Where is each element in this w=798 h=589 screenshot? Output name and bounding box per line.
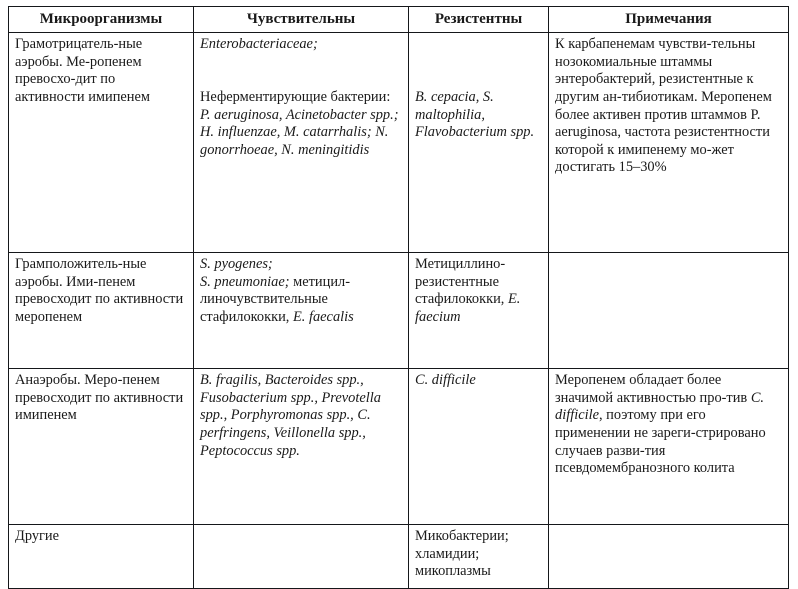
resistant-text: Микобактерии; хламидии; микоплазмы (415, 528, 509, 580)
notes-text (555, 372, 782, 477)
cell-sensitive (194, 525, 409, 589)
sensitive-anaerobes: B. fragilis, Bacteroides spp., Fusobacterium spp., Prevotella spp., Porphyromonas spp., C. perfringens, Veillonella spp., Peptococcus spp. (200, 372, 381, 459)
notes-part-1: Меропенем обладает более значимой активностью про-тив (555, 372, 751, 406)
table-row (9, 369, 789, 525)
spacer (200, 54, 402, 72)
resistant-c-difficile: C. difficile (415, 372, 476, 389)
spacer (415, 71, 542, 89)
cell-organisms (9, 253, 194, 369)
spacer (415, 36, 542, 54)
cell-resistant (409, 369, 549, 525)
resistant-species: B. cepacia, S. maltophilia, Flavobacterium spp. (415, 88, 535, 141)
spacer (200, 71, 402, 89)
sensitive-nonfermenting-group (200, 89, 402, 159)
sensitive-e-faecalis: E. faecalis (292, 308, 354, 325)
cell-notes (549, 369, 789, 525)
sensitive-nonfermenting-species: P. aeruginosa, Acinetobacter spp.; H. influenzae, M. catarrhalis; N. gonorrhoeae, N. meningitidis (200, 106, 399, 158)
organisms-text: Грамотрицатель-ные аэробы. Ме-ропенем превосхо-дит по активности имипенем (15, 36, 150, 105)
cell-resistant (409, 33, 549, 253)
column-header-resistant: Резистентны (409, 7, 549, 33)
sensitive-mssa-label: метицил-линочувствительные стафилококки, (200, 273, 350, 325)
cell-sensitive (194, 253, 409, 369)
cell-notes (549, 525, 789, 589)
table-row (9, 525, 789, 589)
resistant-mrsa-label: Метициллино-резистентные стафилококки, (415, 256, 508, 308)
sensitive-staph-group (200, 274, 402, 327)
sensitive-s-pneumoniae: S. pneumoniae; (200, 273, 290, 290)
column-header-sensitive: Чувствительны (194, 7, 409, 33)
table-header-row (9, 7, 789, 33)
cell-organisms (9, 525, 194, 589)
spacer (415, 54, 542, 72)
table-row (9, 33, 789, 253)
cell-resistant (409, 525, 549, 589)
sensitive-enterobacteriaceae: Enterobacteriaceae; (200, 36, 318, 53)
sensitive-nonfermenting-label: Неферментирующие бактерии: (200, 88, 391, 105)
organisms-text: Анаэробы. Меро-пенем превосходит по активности имипенем (15, 372, 184, 424)
notes-part-2: , поэтому при его применении не зареги-стрировано случаев разви-тия псевдомембранозного колита (555, 407, 766, 477)
organisms-text: Другие (15, 528, 60, 545)
table-body (9, 33, 789, 589)
cell-resistant (409, 253, 549, 369)
sensitive-s-pyogenes: S. pyogenes; (200, 256, 273, 273)
cell-sensitive (194, 33, 409, 253)
resistant-e-faecium: E. faecium (415, 291, 521, 325)
cell-organisms (9, 369, 194, 525)
resistant-mrsa-group (415, 256, 542, 326)
column-header-organisms: Микроорганизмы (9, 7, 194, 33)
table-row (9, 253, 789, 369)
organisms-text: Грамположитель-ные аэробы. Ими-пенем превосходит по активности меропенем (15, 256, 184, 325)
cell-notes (549, 253, 789, 369)
notes-text: К карбапенемам чувстви-тельны нозокомиальные штаммы энтеробактерий, резистентные к другим ан-тибиотикам. Меропенем более активен против штаммов P. aeruginosa, частота резистентности которой к имипенему мо-жет достигать 15–30% (555, 36, 772, 176)
column-header-notes: Примечания (549, 7, 789, 33)
cell-notes (549, 33, 789, 253)
notes-c-difficile: C. difficile (555, 389, 765, 424)
cell-organisms (9, 33, 194, 253)
cell-sensitive (194, 369, 409, 525)
antibiotic-spectrum-table (8, 6, 789, 589)
table-header (9, 7, 789, 33)
